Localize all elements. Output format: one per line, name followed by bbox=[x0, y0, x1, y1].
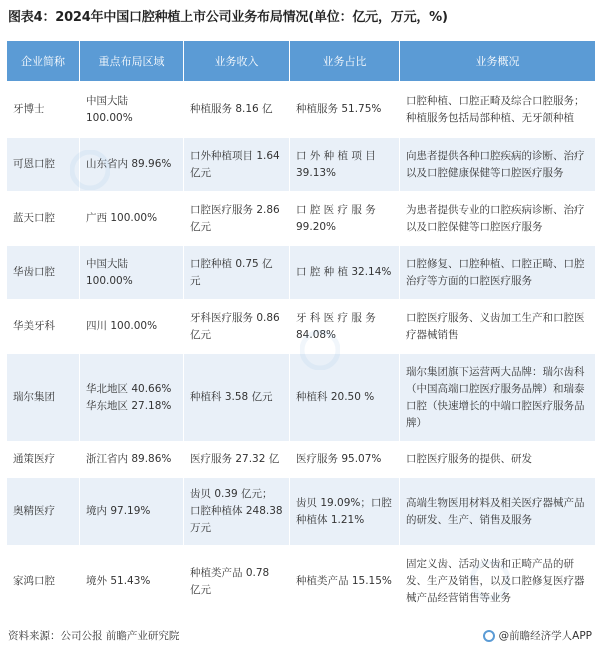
header-share: 业务占比 bbox=[290, 41, 400, 82]
region-line: 中国大陆 100.00% bbox=[86, 257, 133, 287]
cell-region bbox=[80, 246, 184, 300]
cell-revenue: 种植类产品 0.78 亿元 bbox=[184, 546, 290, 618]
table-row bbox=[7, 354, 596, 442]
region-line: 浙江省内 89.86% bbox=[86, 453, 172, 465]
cell-revenue: 口外种植项目 1.64 亿元 bbox=[184, 138, 290, 192]
cell-company: 牙博士 bbox=[7, 82, 80, 138]
cell-company: 华美牙科 bbox=[7, 300, 80, 354]
cell-share: 齿贝 19.09%；口腔种植体 1.21% bbox=[290, 478, 400, 546]
company-table bbox=[6, 40, 596, 618]
region-line: 广西 100.00% bbox=[86, 212, 158, 224]
cell-share: 种植类产品 15.15% bbox=[290, 546, 400, 618]
header-company: 企业简称 bbox=[7, 41, 80, 82]
table-row bbox=[7, 546, 596, 618]
brand-text: @前瞻经济学人APP bbox=[498, 630, 592, 642]
header-region: 重点布局区域 bbox=[80, 41, 184, 82]
cell-revenue: 齿贝 0.39 亿元；口腔种植体 248.38 万元 bbox=[184, 478, 290, 546]
table-row bbox=[7, 192, 596, 246]
cell-company: 华齿口腔 bbox=[7, 246, 80, 300]
cell-revenue: 种植服务 8.16 亿 bbox=[184, 82, 290, 138]
brand-credit bbox=[483, 628, 592, 643]
cell-overview: 口腔医疗服务的提供、研发 bbox=[400, 442, 596, 478]
cell-share: 口 腔 种 植 32.14% bbox=[290, 246, 400, 300]
cell-share: 口 外 种 植 项 目 39.13% bbox=[290, 138, 400, 192]
cell-share: 种植科 20.50 % bbox=[290, 354, 400, 442]
cell-revenue: 种植科 3.58 亿元 bbox=[184, 354, 290, 442]
region-line: 山东省内 89.96% bbox=[86, 158, 172, 170]
cell-company: 奥精医疗 bbox=[7, 478, 80, 546]
cell-share: 牙 科 医 疗 服 务 84.08% bbox=[290, 300, 400, 354]
region-line: 华东地区 27.18% bbox=[86, 399, 172, 412]
cell-revenue: 口腔医疗服务 2.86 亿元 bbox=[184, 192, 290, 246]
brand-logo-icon bbox=[483, 630, 495, 642]
cell-overview: 口腔医疗服务、义齿加工生产和口腔医疗器械销售 bbox=[400, 300, 596, 354]
table-row bbox=[7, 82, 596, 138]
table-header-row bbox=[7, 41, 596, 82]
header-revenue: 业务收入 bbox=[184, 41, 290, 82]
region-line: 华北地区 40.66% bbox=[86, 382, 172, 395]
chart-title: 图表4：2024年中国口腔种植上市公司业务布局情况(单位：亿元，万元，%) bbox=[8, 10, 448, 25]
region-line: 境外 51.43% bbox=[86, 575, 151, 587]
cell-revenue: 牙科医疗服务 0.86 亿元 bbox=[184, 300, 290, 354]
cell-region bbox=[80, 300, 184, 354]
cell-share: 医疗服务 95.07% bbox=[290, 442, 400, 478]
cell-overview: 高端生物医用材料及相关医疗器械产品的研发、生产、销售及服务 bbox=[400, 478, 596, 546]
region-line: 四川 100.00% bbox=[86, 320, 158, 332]
cell-overview: 口腔种植、口腔正畸及综合口腔服务；种植服务包括局部种植、无牙颌种植 bbox=[400, 82, 596, 138]
region-line: 境内 97.19% bbox=[86, 505, 151, 517]
table-row bbox=[7, 478, 596, 546]
cell-region bbox=[80, 138, 184, 192]
cell-region bbox=[80, 478, 184, 546]
table-row bbox=[7, 246, 596, 300]
cell-overview: 固定义齿、活动义齿和正畸产品的研发、生产及销售，以及口腔修复医疗器械产品经营销售等业务 bbox=[400, 546, 596, 618]
cell-company: 家鸿口腔 bbox=[7, 546, 80, 618]
cell-region bbox=[80, 442, 184, 478]
cell-revenue: 医疗服务 27.32 亿 bbox=[184, 442, 290, 478]
cell-overview: 向患者提供各种口腔疾病的诊断、治疗以及口腔健康保健等口腔医疗服务 bbox=[400, 138, 596, 192]
cell-revenue: 口腔种植 0.75 亿元 bbox=[184, 246, 290, 300]
cell-company: 通策医疗 bbox=[7, 442, 80, 478]
cell-region bbox=[80, 82, 184, 138]
header-overview: 业务概况 bbox=[400, 41, 596, 82]
cell-overview: 口腔修复、口腔种植、口腔正畸、口腔治疗等方面的口腔医疗服务 bbox=[400, 246, 596, 300]
cell-region bbox=[80, 192, 184, 246]
cell-region bbox=[80, 354, 184, 442]
source-note: 资料来源：公司公报 前瞻产业研究院 bbox=[8, 630, 180, 642]
region-line: 中国大陆 100.00% bbox=[86, 94, 133, 124]
cell-overview: 瑞尔集团旗下运营两大品牌：瑞尔齿科（中国高端口腔医疗服务品牌）和瑞泰口腔（快速增长的中端口腔医疗服务品牌） bbox=[400, 354, 596, 442]
cell-overview: 为患者提供专业的口腔疾病诊断、治疗以及口腔保健等口腔医疗服务 bbox=[400, 192, 596, 246]
cell-company: 可恩口腔 bbox=[7, 138, 80, 192]
cell-region bbox=[80, 546, 184, 618]
cell-share: 种植服务 51.75% bbox=[290, 82, 400, 138]
table-row bbox=[7, 138, 596, 192]
cell-company: 蓝天口腔 bbox=[7, 192, 80, 246]
table-row bbox=[7, 300, 596, 354]
cell-share: 口 腔 医 疗 服 务 99.20% bbox=[290, 192, 400, 246]
cell-company: 瑞尔集团 bbox=[7, 354, 80, 442]
table-row bbox=[7, 442, 596, 478]
